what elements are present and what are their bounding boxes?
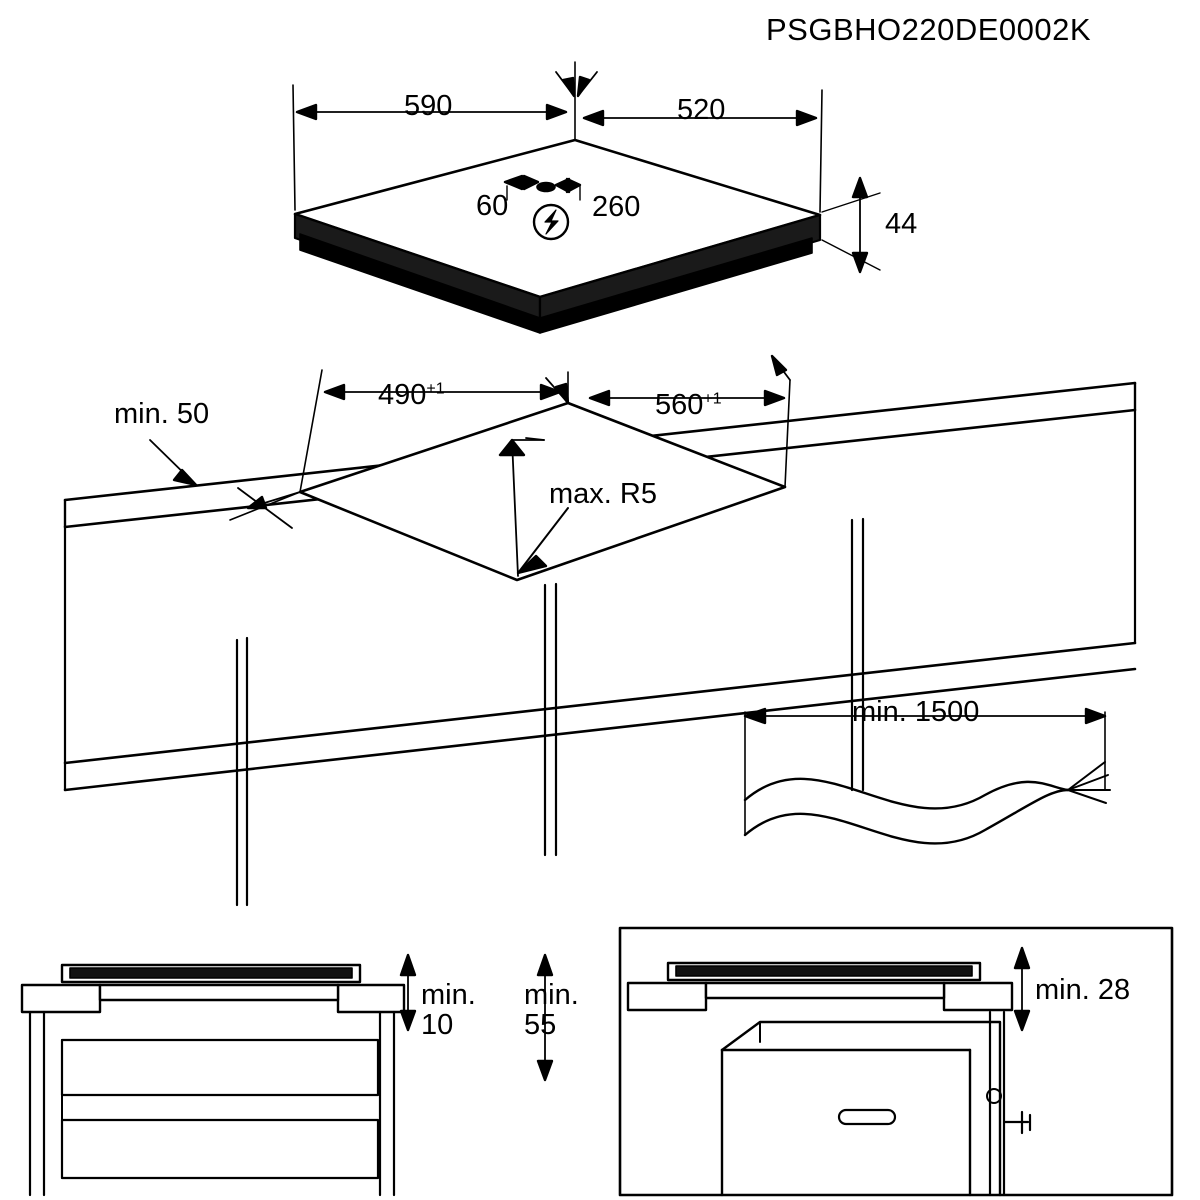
- dim-label-560: [655, 391, 722, 420]
- dim-label-min-28: min. 28: [1035, 974, 1131, 1006]
- dim-label-60: 60: [476, 190, 509, 222]
- dim-490-tolerance: +1: [426, 380, 445, 398]
- dim-560-value: 560: [655, 389, 704, 421]
- dim-corner-pointers: [556, 72, 597, 96]
- dim-label-490: [378, 381, 445, 410]
- cable-drawing: [745, 762, 1110, 843]
- dim-label-min-55: [524, 980, 579, 1041]
- dim-label-max-r5: max. R5: [549, 478, 657, 510]
- section-left-view: [22, 965, 404, 1195]
- hob-control-marker: [537, 183, 555, 192]
- dim-560-tolerance: +1: [703, 390, 722, 408]
- dim-label-590: 590: [404, 90, 453, 122]
- drawing-code: PSGBHO220DE0002K: [766, 12, 1092, 47]
- dim-label-min-1500: min. 1500: [852, 696, 980, 728]
- min-10-line2: 10: [421, 1009, 454, 1042]
- dim-label-min-50: min. 50: [114, 398, 210, 430]
- min-55-line1: min.: [524, 979, 579, 1011]
- dim-44: [822, 178, 880, 272]
- min-10-line1: min.: [421, 979, 476, 1011]
- dim-label-260: 260: [592, 191, 641, 223]
- dim-label-min-10: [421, 980, 476, 1041]
- dim-490-value: 490: [378, 379, 427, 411]
- lightning-bolt-icon: [534, 205, 568, 239]
- min-55-line2: 55: [524, 1009, 557, 1042]
- dim-label-44: 44: [885, 208, 918, 240]
- dim-label-520: 520: [677, 94, 726, 126]
- cabinet-support-lines: [237, 519, 863, 905]
